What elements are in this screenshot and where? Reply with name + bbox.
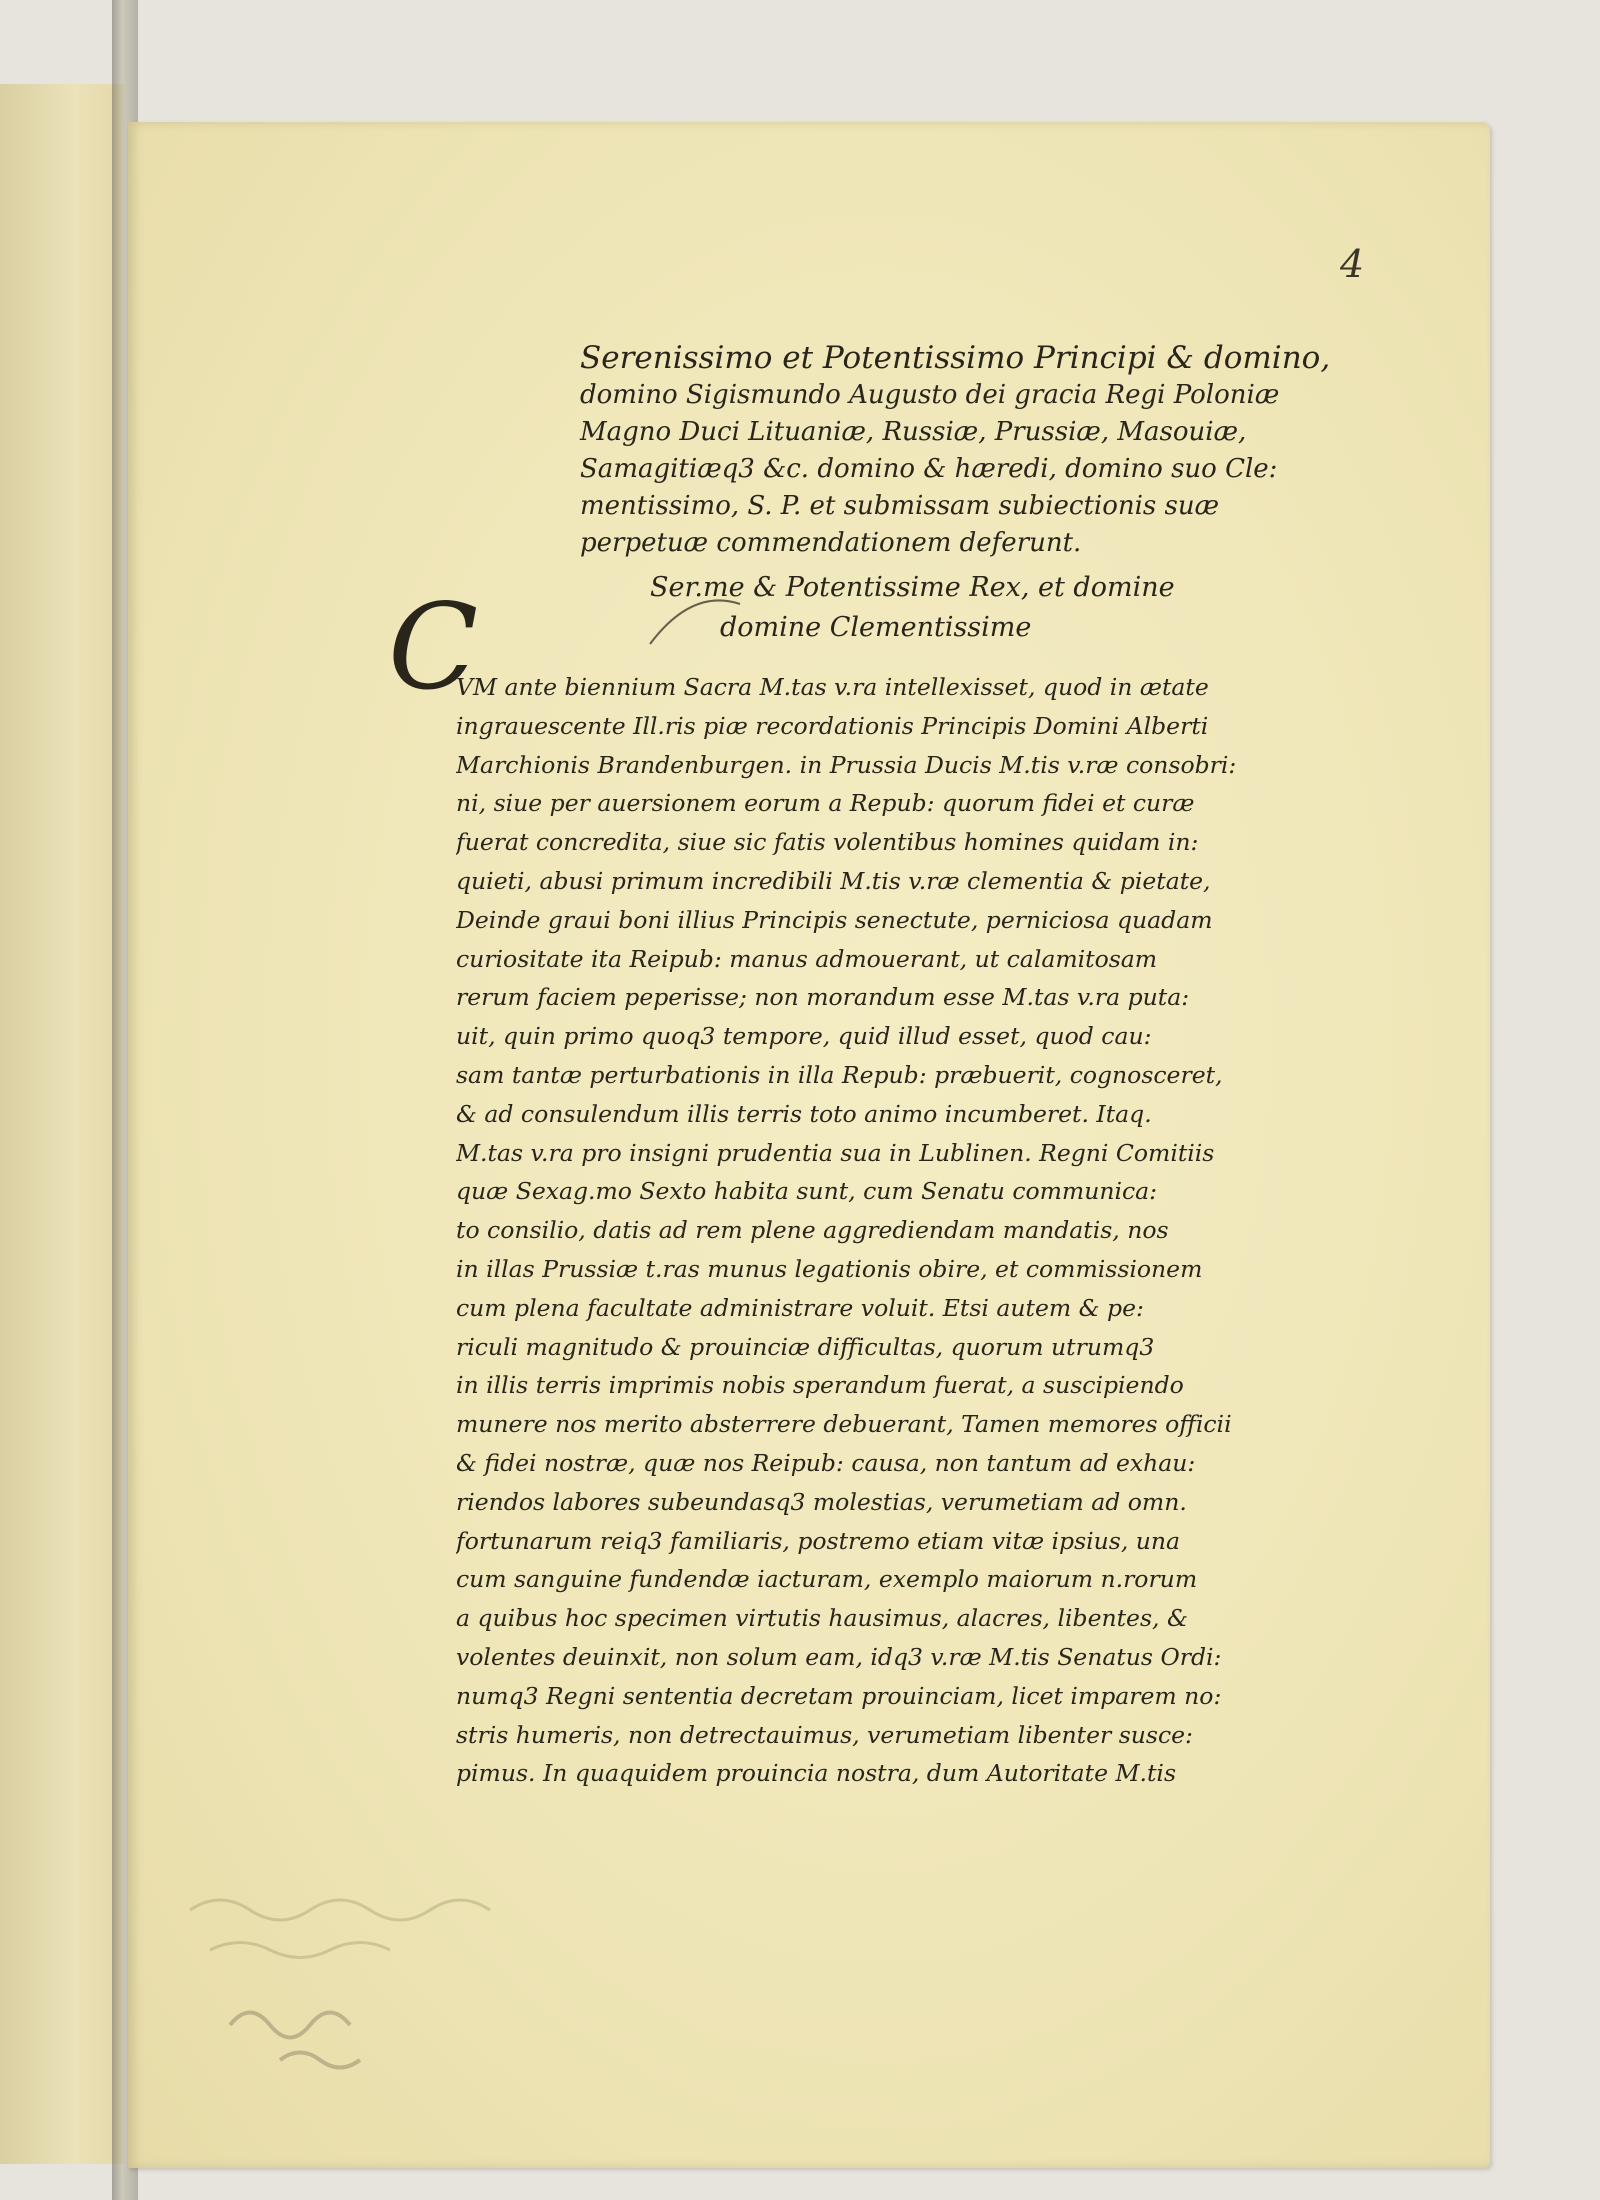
body-line: a quibus hoc specimen virtutis hausimus, alacres, libentes, & — [456, 1604, 1188, 1633]
body-line: quæ Sexag.mo Sexto habita sunt, cum Senatu communica: — [456, 1177, 1158, 1206]
body-line: & ad consulendum illis terris toto animo incumberet. Itaq. — [456, 1099, 1152, 1128]
body-line: M.tas v.ra pro insigni prudentia sua in Lublinen. Regni Comitiis — [456, 1138, 1215, 1167]
address-line: mentissimo, S. P. et submissam subiectionis suæ — [580, 491, 1220, 521]
body-line: rerum faciem peperisse; non morandum esse M.tas v.ra puta: — [456, 983, 1190, 1012]
address-line: Magno Duci Lituaniæ, Russiæ, Prussiæ, Masouiæ, — [580, 417, 1247, 447]
body-line: curiositate ita Reipub: manus admouerant, ut calamitosam — [456, 944, 1158, 973]
salutation-line: Ser.me & Potentissime Rex, et domine — [650, 572, 1175, 603]
address-line: domino Sigismundo Augusto dei gracia Regi Poloniæ — [580, 380, 1280, 410]
body-line: quieti, abusi primum incredibili M.tis v.ræ clementia & pietate, — [456, 866, 1211, 895]
address-block — [580, 340, 1331, 562]
body-line: cum plena facultate administrare voluit. Etsi autem & pe: — [456, 1293, 1144, 1322]
address-line: perpetuæ commendationem deferunt. — [580, 528, 1082, 558]
body-line: & fidei nostræ, quæ nos Reipub: causa, non tantum ad exhau: — [456, 1448, 1196, 1477]
body-line: cum sanguine fundendæ iacturam, exemplo maiorum n.rorum — [456, 1565, 1198, 1594]
body-line: fuerat concredita, siue sic fatis volentibus homines quidam in: — [456, 828, 1199, 857]
body-line: ingrauescente Ill.ris piæ recordationis Principis Domini Alberti — [456, 711, 1209, 740]
body-line: munere nos merito absterrere debuerant, Tamen memores officii — [456, 1410, 1232, 1439]
decorated-initial: C — [388, 578, 479, 716]
body-line: sam tantæ perturbationis in illa Repub: præbuerit, cognosceret, — [456, 1060, 1223, 1089]
body-line: Marchionis Brandenburgen. in Prussia Ducis M.tis v.ræ consobri: — [456, 750, 1237, 779]
folio-number: 4 — [1340, 242, 1365, 286]
address-line: Samagitiæq3 &c. domino & hæredi, domino suo Cle: — [580, 454, 1278, 484]
body-line: VM ante biennium Sacra M.tas v.ra intellexisset, quod in ætate — [456, 673, 1209, 701]
body-line: riendos labores subeundasq3 molestias, verumetiam ad omn. — [456, 1487, 1187, 1516]
body-line: numq3 Regni sententia decretam prouinciam, licet imparem no: — [456, 1681, 1222, 1710]
body-line: volentes deuinxit, non solum eam, idq3 v.ræ M.tis Senatus Ordi: — [456, 1642, 1222, 1671]
salutation-block — [650, 568, 1210, 648]
body-line: pimus. In quaquidem prouincia nostra, dum Autoritate M.tis — [456, 1759, 1176, 1788]
body-line: in illis terris imprimis nobis sperandum fuerat, a suscipiendo — [456, 1371, 1184, 1400]
letter-body — [456, 668, 1276, 1793]
salutation-line: domine Clementissime — [720, 612, 1032, 643]
left-page-edge — [0, 84, 124, 2164]
body-line: to consilio, datis ad rem plene aggrediendam mandatis, nos — [456, 1216, 1169, 1245]
body-line: Deinde graui boni illius Principis senectute, perniciosa quadam — [456, 905, 1213, 934]
body-line: uit, quin primo quoq3 tempore, quid illud esset, quod cau: — [456, 1022, 1152, 1051]
faded-bleedthrough-note — [170, 1870, 590, 1970]
body-line: riculi magnitudo & prouinciæ difficultas, quorum utrumq3 — [456, 1332, 1155, 1361]
body-line: in illas Prussiæ t.ras munus legationis obire, et commissionem — [456, 1254, 1203, 1283]
body-line: fortunarum reiq3 familiaris, postremo etiam vitæ ipsius, una — [456, 1526, 1181, 1555]
body-line: ni, siue per auersionem eorum a Repub: quorum fidei et curæ — [456, 789, 1195, 818]
address-line: Serenissimo et Potentissimo Principi & domino, — [580, 340, 1331, 376]
faded-corner-mark — [220, 1985, 420, 2075]
body-line: stris humeris, non detrectauimus, verumetiam libenter susce: — [456, 1720, 1193, 1749]
